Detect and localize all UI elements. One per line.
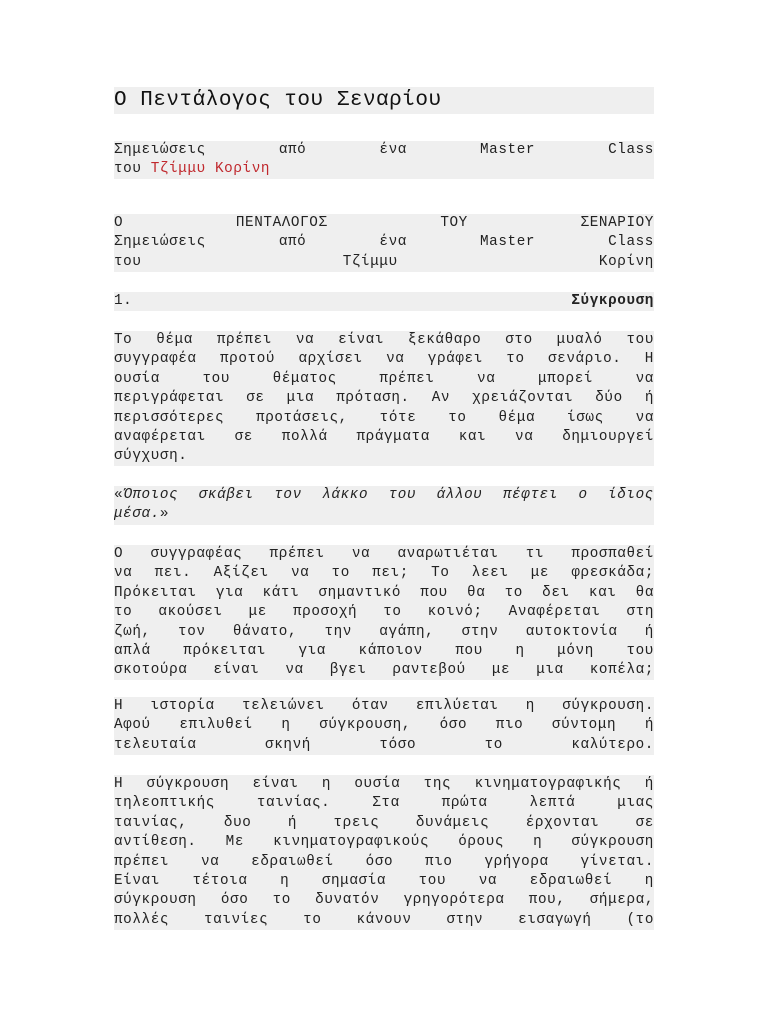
heading-word: ΠΕΝΤΑΛΟΓΟΣ (235, 215, 328, 231)
subtitle-word: Master (479, 142, 536, 158)
paragraph-line: πολλές ταινίες το κάνουν στην εισαγωγή (το (114, 911, 654, 928)
paragraph-line: αναφέρεται σε πολλά πράγματα και να δημιουργεί (114, 428, 654, 445)
quote-text: Όποιος σκάβει τον λάκκο του άλλου πέφτει ο ίδιος (123, 487, 654, 503)
subtitle-line-1 (114, 141, 654, 160)
section-number: 1. (114, 293, 133, 309)
paragraph-line: Πρόκειται για κάτι σημαντικό που θα το δει και θα (114, 584, 654, 601)
paragraph-line: Το θέμα πρέπει να είναι ξεκάθαρο στο μυαλό του (114, 332, 654, 348)
heading-word: ΣΕΝΑΡΙΟΥ (580, 215, 654, 231)
paragraph-line: τηλεοπτικής ταινίας. Στα πρώτα λεπτά μιας (114, 795, 654, 812)
quote-line-1 (114, 486, 654, 505)
subtitle-word: ένα (379, 142, 407, 158)
paragraph-line: σύγχυση. (114, 448, 188, 465)
paragraph-line: Αφού επιλυθεί η σύγκρουση, όσο πιο σύντομη ή (114, 717, 654, 734)
heading-word: Σημειώσεις (114, 234, 206, 251)
paragraph-line: Η σύγκρουση είναι η ουσία της κινηματογραφικής ή (114, 776, 654, 792)
paragraph-line: περιγράφεται σε μια πρόταση. Αν χρειάζονται δύο ή (114, 390, 654, 407)
heading-block (114, 214, 654, 272)
paragraph-line: σκοτούρα είναι να βγει ραντεβού με μια κοπέλα; (114, 662, 654, 679)
heading-line-1 (114, 214, 654, 233)
heading-word: Κορίνη (598, 253, 654, 270)
paragraph-writer-question (114, 545, 654, 680)
paragraph-line: πρέπει να εδραιωθεί όσο πιο γρήγορα γίνεται. (114, 853, 654, 870)
subtitle-word: Σημειώσεις (114, 142, 206, 158)
paragraph-line: Η ιστορία τελειώνει όταν επιλύεται η σύγκρουση. (114, 698, 654, 714)
quote-open-mark: « (114, 487, 124, 503)
paragraph-line: ταινίας, δυο ή τρεις δυνάμεις έρχονται σε (114, 814, 654, 831)
paragraph-line: σύγκρουση όσο το δυνατόν γρηγορότερα που, σήμερα, (114, 892, 654, 909)
paragraph-line: το ακούσει με προσοχή το κοινό; Αναφέρεται στη (114, 604, 654, 621)
section-heading (114, 292, 654, 311)
page-title: Ο Πεντάλογος του Σεναρίου (114, 87, 654, 114)
heading-word: του (114, 253, 142, 270)
heading-word: ένα (379, 234, 407, 251)
paragraph-theme (114, 331, 654, 466)
paragraph-line: Ο συγγραφέας πρέπει να αναρωτιέται τι προσπαθεί (114, 546, 654, 562)
subtitle-word: από (278, 142, 307, 158)
subtitle-prefix: του (114, 161, 142, 178)
author-link[interactable]: Τζίμμυ Κορίνη (150, 161, 271, 178)
heading-word: από (278, 234, 307, 251)
paragraph-line: αντίθεση. Με κινηματογραφικούς όρους η σύγκρουση (114, 834, 654, 851)
paragraph-line: ουσία του θέματος πρέπει να μπορεί να (114, 370, 654, 387)
paragraph-line: να πει. Αξίζει να το πει; Το λεει με φρεσκάδα; (114, 565, 654, 582)
heading-word: Τζίμμυ (342, 253, 398, 270)
paragraph-line: Είναι τέτοια η σημασία του να εδραιωθεί η (114, 872, 654, 889)
heading-word: Master (479, 234, 536, 251)
heading-line-2 (114, 233, 654, 252)
section-label: Σύγκρουση (571, 293, 654, 309)
heading-word: Class (608, 234, 654, 251)
heading-word: ΤΟΥ (440, 215, 468, 231)
paragraph-line: τελευταία σκηνή τόσο το καλύτερο. (114, 736, 654, 753)
heading-word: Ο (114, 215, 124, 231)
subtitle-block (114, 141, 654, 179)
subtitle-word: Class (608, 142, 654, 158)
paragraph-line: ζωή, τον θάνατο, την αγάπη, στην αυτοκτονία ή (114, 623, 654, 640)
paragraph-line: συγγραφέα προτού αρχίσει να γράφει το σενάριο. Η (114, 351, 654, 368)
heading-line-3 (114, 253, 654, 272)
subtitle-line-2 (114, 160, 654, 179)
paragraph-story-ending (114, 697, 654, 755)
quote-line-2 (114, 505, 654, 524)
proverb-quote (114, 486, 654, 525)
paragraph-line: περισσότερες προτάσεις, τότε το θέμα ίσως να (114, 409, 654, 426)
quote-close-mark: » (159, 506, 170, 523)
paragraph-conflict-essence (114, 775, 654, 930)
quote-text: μέσα. (114, 506, 160, 523)
paragraph-line: απλά πρόκειται για κάποιον που η μόνη του (114, 642, 654, 659)
